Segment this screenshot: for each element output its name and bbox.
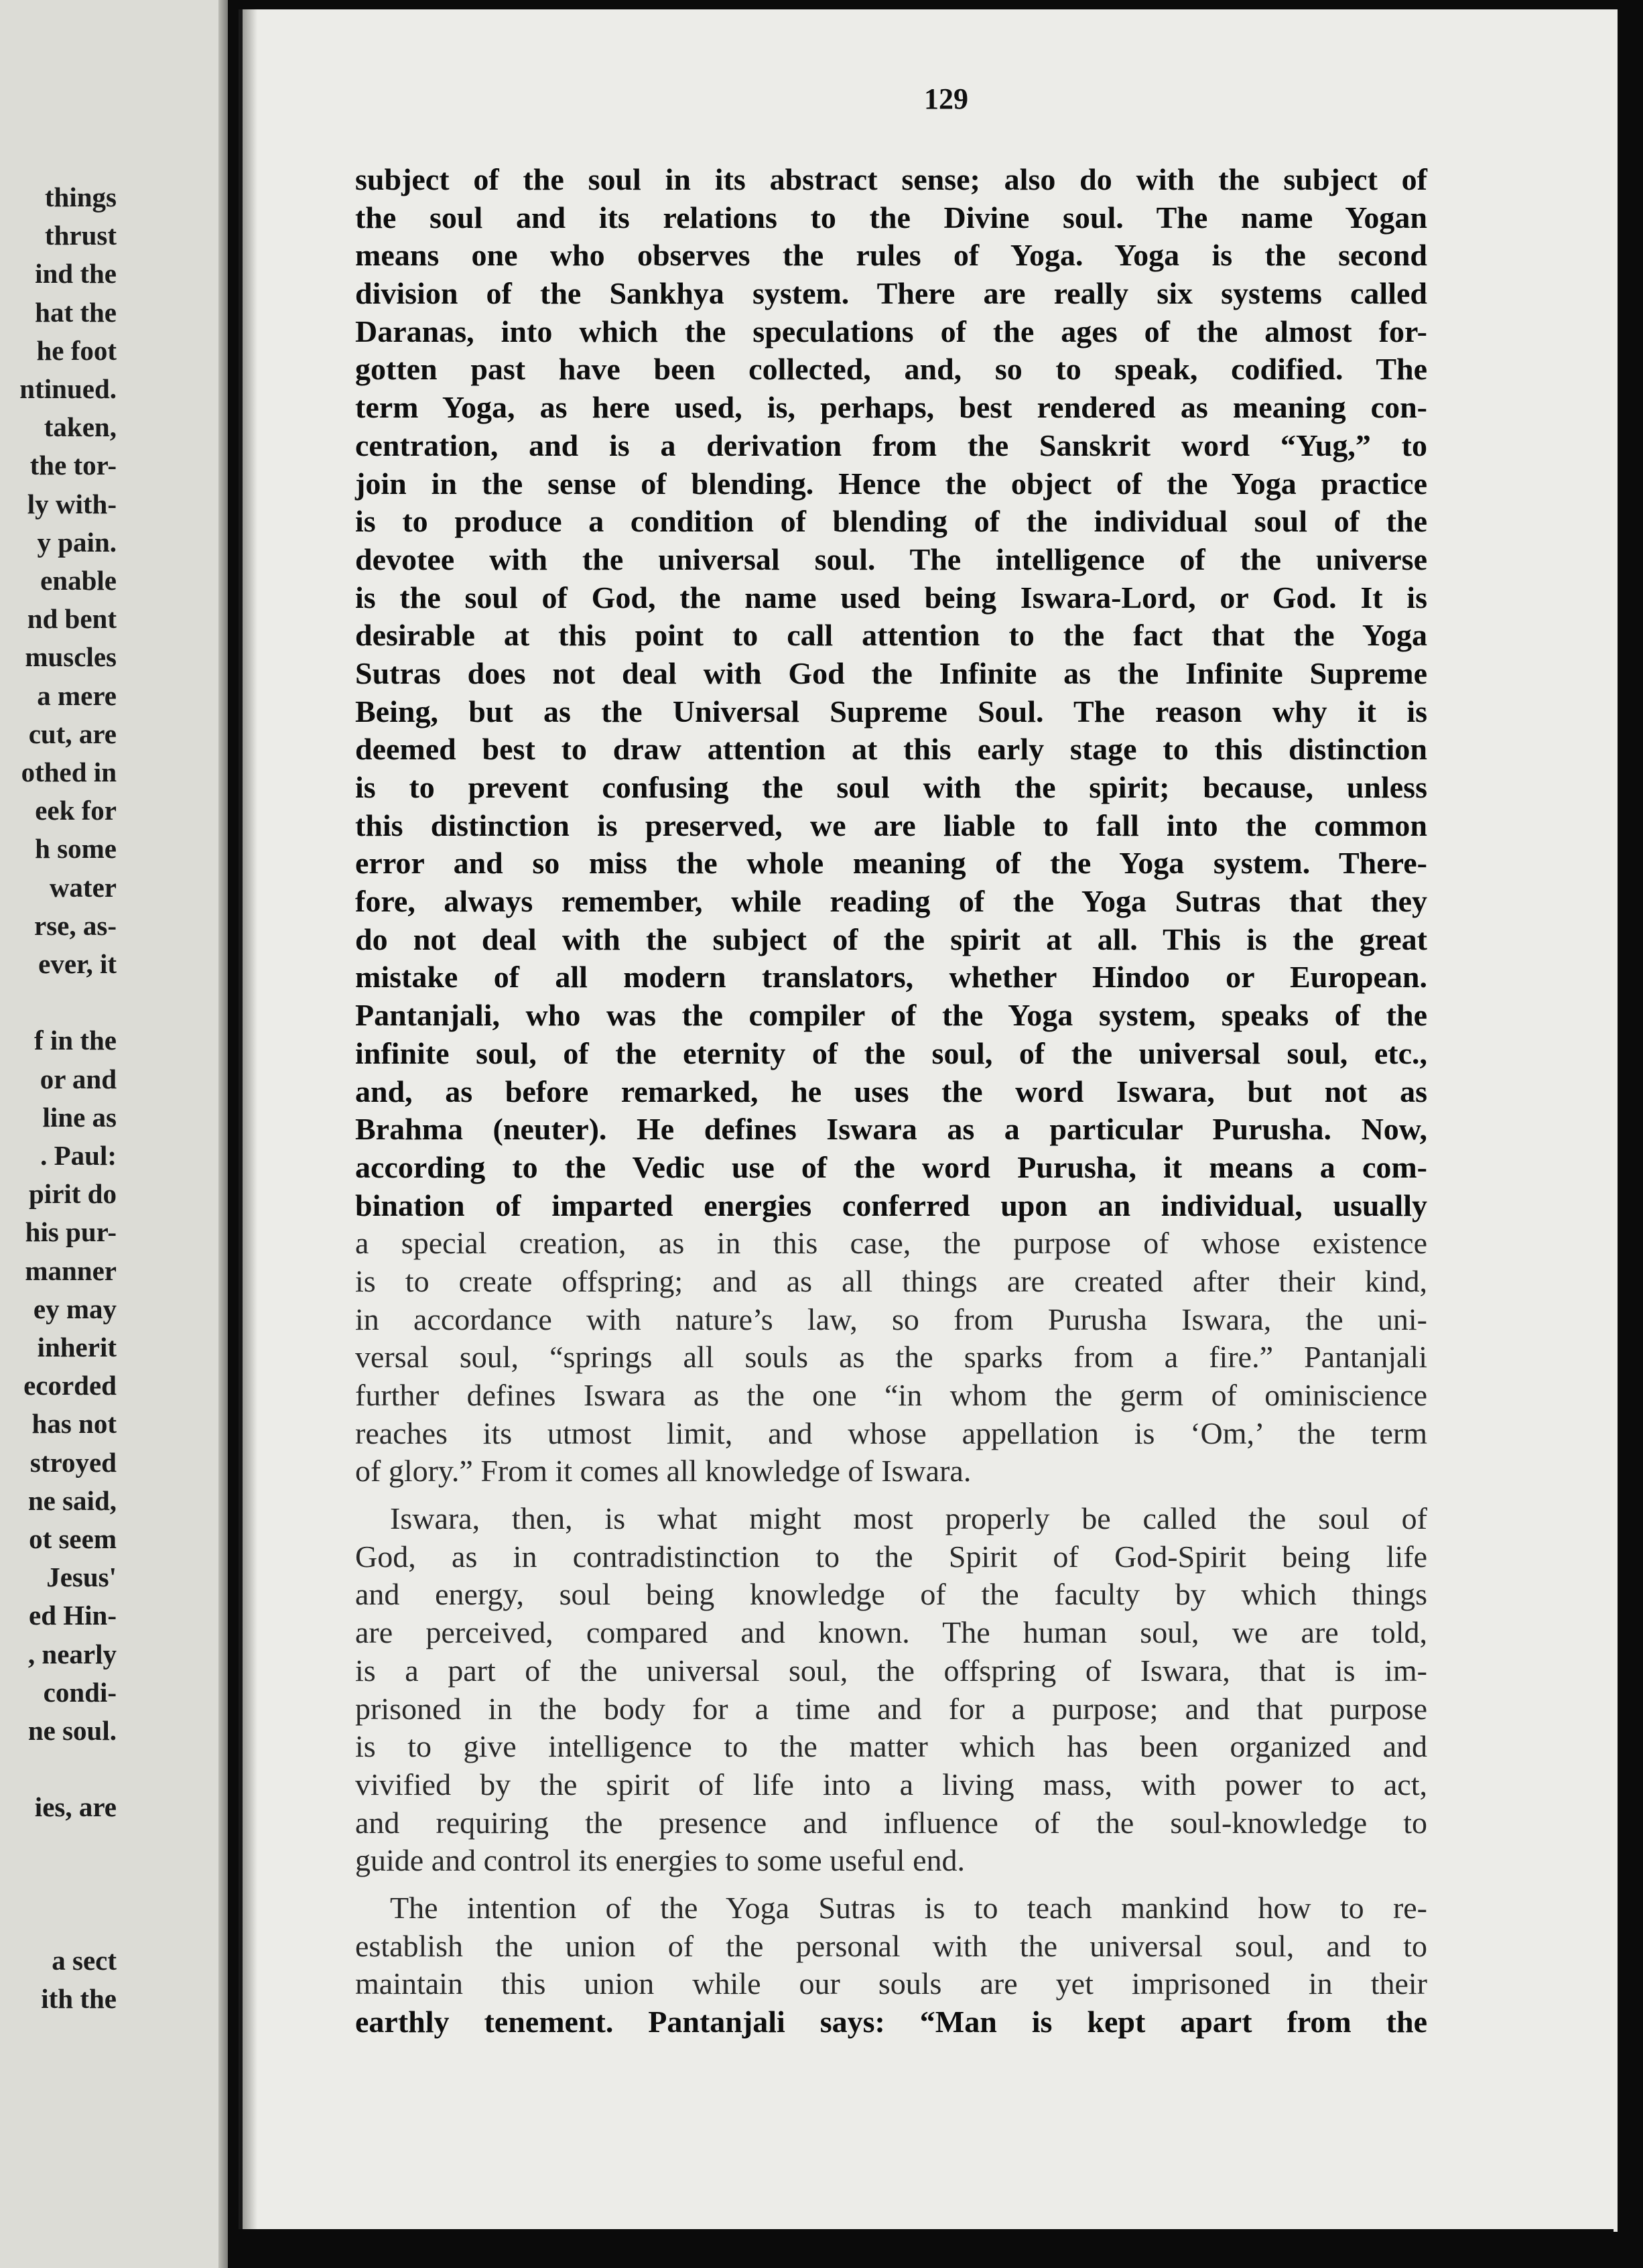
text-line: gotten past have been collected, and, so to speak, codified. The (355, 352, 1427, 387)
left-page-line: ith the (41, 1983, 117, 2015)
scan-bottom-border (239, 2229, 1614, 2268)
left-page-line: a sect (52, 1945, 117, 1976)
left-page-line: eek for (35, 795, 117, 826)
left-page-line: cut, are (28, 718, 117, 749)
left-page-line: line as (42, 1101, 117, 1133)
left-page-text (0, 0, 228, 2268)
text-line: Daranas, into which the speculations of the ages of the almost for- (355, 314, 1427, 349)
paragraph-1-continued (355, 1224, 1643, 1491)
left-page-line: . Paul: (40, 1140, 117, 1171)
left-page-line: , nearly (27, 1638, 117, 1670)
text-line: is to give intelligence to the matter which has been organized and (355, 1729, 1427, 1764)
text-line: is to create offspring; and as all things are created after their kind, (355, 1263, 1427, 1298)
left-page-line: ecorded (23, 1370, 117, 1401)
text-line: The intention of the Yoga Sutras is to teach mankind how to re- (390, 1890, 1427, 1925)
text-line: join in the sense of blending. Hence the object of the Yoga practice (355, 466, 1427, 501)
left-page-line: othed in (21, 757, 117, 788)
text-line: and energy, soul being knowledge of the faculty by which things (355, 1577, 1427, 1612)
left-page-line: ies, are (34, 1791, 117, 1823)
text-line: error and so miss the whole meaning of the Yoga system. There- (355, 846, 1427, 881)
text-line: division of the Sankhya system. There are really six systems called (355, 276, 1427, 311)
left-page-line: or and (40, 1063, 117, 1094)
left-page-line: thrust (44, 220, 117, 251)
text-line: is to prevent confusing the soul with the spirit; because, unless (355, 770, 1427, 804)
left-page-line: stroyed (29, 1446, 117, 1478)
text-line: bination of imparted energies conferred upon an individual, usually (355, 1188, 1427, 1222)
left-page-line: Jesus' (46, 1562, 117, 1593)
text-line: do not deal with the subject of the spirit at all. This is the great (355, 922, 1427, 956)
left-page-line: ed Hin- (29, 1600, 117, 1631)
text-line: this distinction is preserved, we are liable to fall into the common (355, 808, 1427, 842)
left-page-line: inherit (37, 1332, 117, 1363)
left-page-line: h some (35, 833, 117, 865)
text-line: further defines Iswara as the one “in whom the germ of ominiscience (355, 1378, 1427, 1412)
left-page-line: a mere (37, 680, 117, 711)
text-line: centration, and is a derivation from the Sanskrit word “Yug,” to (355, 428, 1427, 462)
paragraph-3 (355, 1889, 1643, 2041)
text-line: Being, but as the Universal Supreme Soul. The reason why it is (355, 694, 1427, 729)
page-number: 129 (924, 82, 968, 115)
text-line: term Yoga, as here used, is, perhaps, best rendered as meaning con- (355, 390, 1427, 425)
right-page (239, 9, 1618, 2232)
text-line: maintain this union while our souls are yet imprisoned in their (355, 1966, 1427, 2001)
text-line: prisoned in the body for a time and for a purpose; and that purpose (355, 1691, 1427, 1726)
left-page-line: ly with- (27, 488, 117, 519)
left-page-line: nd bent (27, 603, 117, 635)
text-line: subject of the soul in its abstract sense; also do with the subject of (355, 162, 1427, 196)
text-line: is to produce a condition of blending of the individual soul of the (355, 504, 1427, 539)
left-page-line: ey may (33, 1293, 117, 1324)
text-line: God, as in contradistinction to the Spirit of God-Spirit being life (355, 1539, 1427, 1574)
left-page-line: his pur- (25, 1216, 117, 1248)
text-line: is the soul of God, the name used being Iswara-Lord, or God. It is (355, 580, 1427, 615)
left-page-line: ever, it (38, 948, 117, 979)
left-page-line: ne said, (27, 1485, 117, 1516)
left-page-line: manner (25, 1255, 117, 1286)
left-page-line: hat the (35, 296, 117, 328)
text-line: in accordance with nature’s law, so from Purusha Iswara, the uni- (355, 1302, 1427, 1336)
left-page-line: enable (40, 565, 117, 596)
left-page-line: things (44, 182, 117, 212)
text-line: fore, always remember, while reading of the Yoga Sutras that they (355, 884, 1427, 919)
left-page-line: water (49, 871, 117, 903)
text-line: Brahma (neuter). He defines Iswara as a particular Purusha. Now, (355, 1112, 1427, 1147)
left-page-fragment (0, 0, 228, 2268)
text-line: versal soul, “springs all souls as the sparks from a fire.” Pantanjali (355, 1340, 1427, 1375)
left-page-gutter (218, 0, 228, 2268)
left-page-line: pirit do (29, 1178, 117, 1210)
text-line: deemed best to draw attention at this early stage to this distinction (355, 732, 1427, 767)
text-line: and requiring the presence and influence of the soul-knowledge to (355, 1805, 1427, 1840)
left-page-line: taken, (44, 412, 117, 443)
text-line: according to the Vedic use of the word Purusha, it means a com- (355, 1149, 1427, 1184)
left-page-line: he foot (36, 334, 117, 366)
left-page-line: f in the (34, 1025, 117, 1056)
left-page-line: y pain. (37, 526, 117, 558)
left-page-line: ot seem (29, 1523, 117, 1554)
text-line: desirable at this point to call attention to the fact that the Yoga (355, 618, 1427, 653)
text-line: Pantanjali, who was the compiler of the Yoga system, speaks of the (355, 998, 1427, 1033)
left-page-line: ind the (35, 258, 117, 290)
text-line: means one who observes the rules of Yoga. Yoga is the second (355, 238, 1427, 273)
text-line: is a part of the universal soul, the offspring of Iswara, that is im- (355, 1653, 1427, 1688)
text-line: the soul and its relations to the Divine soul. The name Yogan (355, 200, 1427, 235)
page-body-text (355, 161, 1643, 2041)
left-page-line: ne soul. (27, 1715, 117, 1746)
text-line: a special creation, as in this case, the purpose of whose existence (355, 1226, 1427, 1261)
left-page-line: rse, as- (34, 909, 117, 941)
text-line: devotee with the universal soul. The intelligence of the universe (355, 542, 1427, 576)
left-page-line: muscles (25, 641, 117, 673)
text-line: establish the union of the personal with the universal soul, and to (355, 1928, 1427, 1963)
text-line: infinite soul, of the eternity of the soul, of the universal soul, etc., (355, 1035, 1427, 1070)
paragraph-2 (355, 1500, 1643, 1880)
text-line: earthly tenement. Pantanjali says: “Man is kept apart from the (355, 2005, 1427, 2039)
text-line: reaches its utmost limit, and whose appellation is ‘Om,’ the term (355, 1415, 1427, 1450)
left-page-line: has not (31, 1408, 117, 1440)
text-line: Iswara, then, is what might most properly be called the soul of (390, 1501, 1427, 1536)
text-line: and, as before remarked, he uses the word Iswara, but not as (355, 1074, 1427, 1109)
text-line: are perceived, compared and known. The human soul, we are told, (355, 1615, 1427, 1650)
text-line: mistake of all modern translators, whether Hindoo or European. (355, 960, 1427, 995)
left-page-line: the tor- (29, 450, 117, 481)
left-page-line: condi- (43, 1676, 117, 1708)
right-page-gutter-shadow (243, 9, 257, 2232)
paragraph-1 (355, 161, 1643, 1224)
text-line: guide and control its energies to some useful end. (355, 1843, 966, 1878)
text-line: Sutras does not deal with God the Infinite as the Infinite Supreme (355, 655, 1427, 690)
text-line: vivified by the spirit of life into a living mass, with power to act, (355, 1767, 1427, 1802)
left-page-line: ntinued. (19, 373, 117, 404)
text-line: of glory.” From it comes all knowledge of Iswara. (355, 1454, 972, 1489)
